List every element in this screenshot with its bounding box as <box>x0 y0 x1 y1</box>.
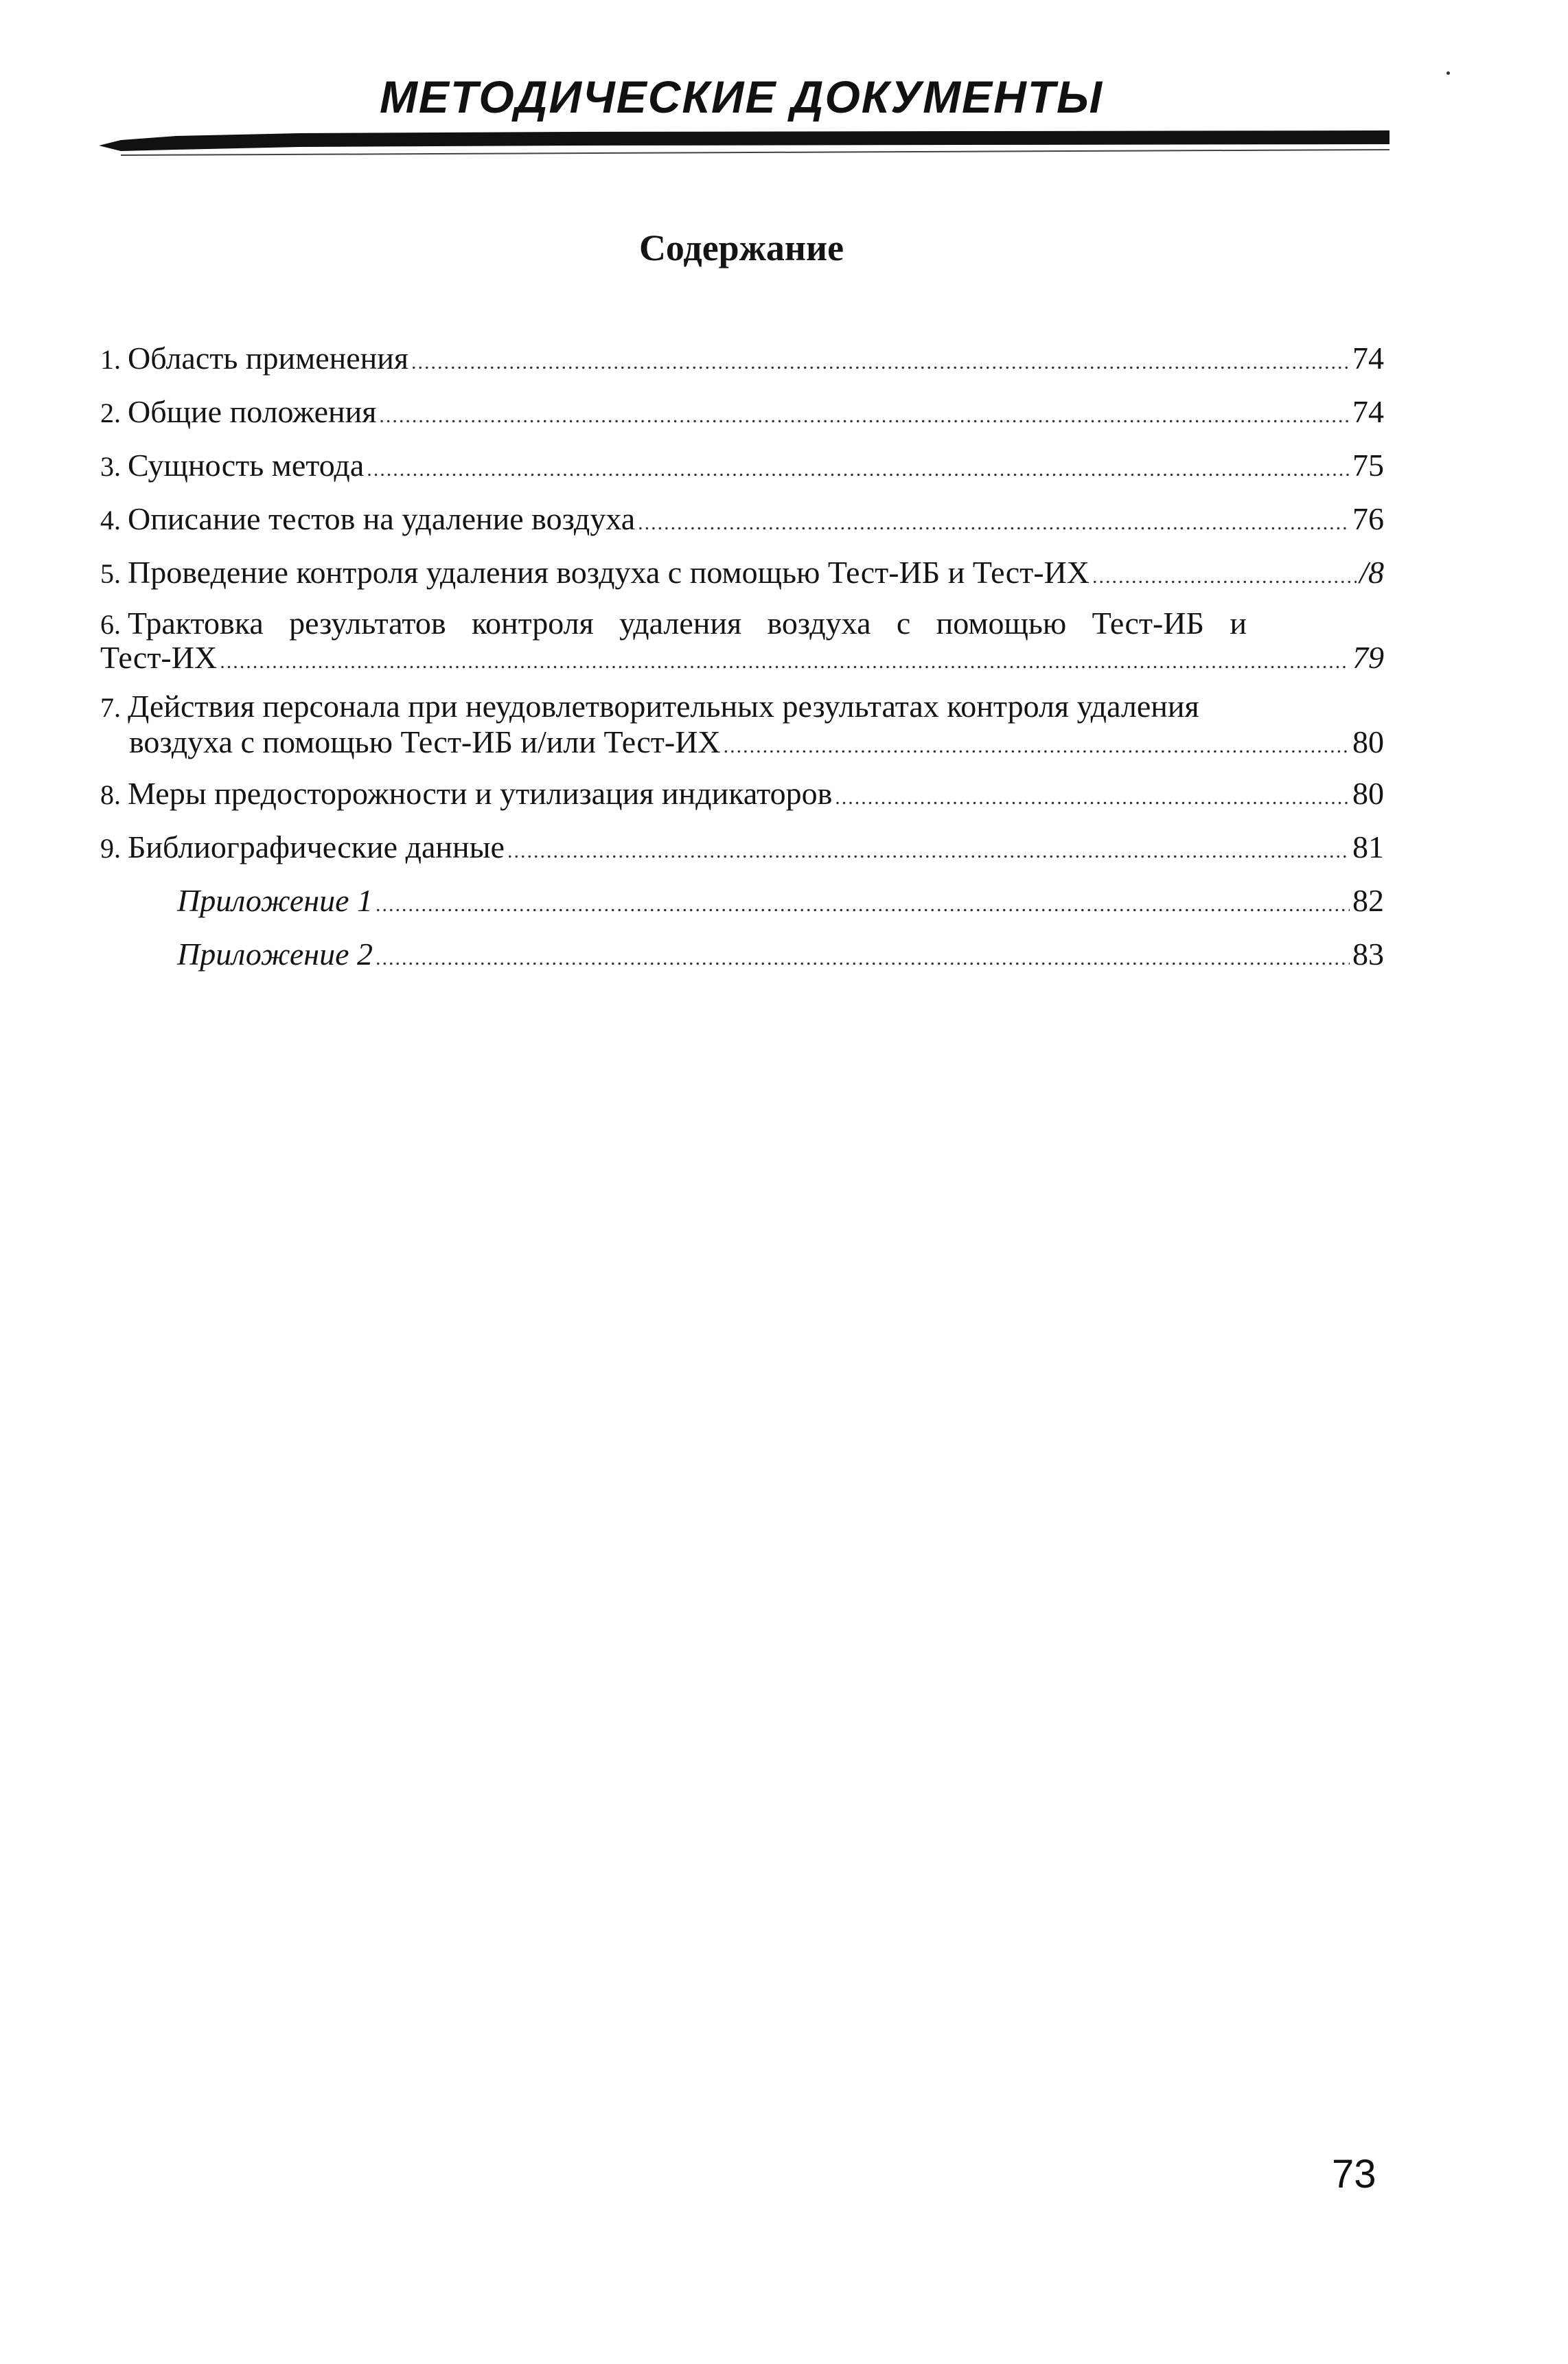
header-rule <box>93 125 1390 166</box>
toc-entry-title: Проведение контроля удаления воздуха с помощью Тест-ИБ и Тест-ИХ <box>128 555 1090 590</box>
dot-leader <box>376 939 1350 978</box>
toc-entry-word: результатов <box>289 606 446 641</box>
toc-entry-page: 81 <box>1352 829 1384 864</box>
toc-entry[interactable] <box>100 553 1384 596</box>
toc-appendix-entry[interactable] <box>100 935 1384 978</box>
toc-entry-title: Меры предосторожности и утилизация индикаторов <box>128 776 833 811</box>
toc-entry-word: с <box>896 606 911 641</box>
table-of-contents <box>100 339 1384 989</box>
toc-entry-continuation <box>100 725 1384 764</box>
toc-title: Содержание <box>638 227 844 268</box>
toc-entry-page: 75 <box>1352 448 1384 483</box>
toc-entry-page: 76 <box>1352 501 1384 536</box>
toc-entry-number: 6. Трактовка <box>100 606 264 641</box>
toc-entry-page: 74 <box>1352 341 1384 376</box>
toc-entry-word: воздуха <box>767 606 871 641</box>
dot-leader <box>411 343 1350 382</box>
toc-entry[interactable] <box>100 828 1384 871</box>
toc-entry-page: /8 <box>1359 555 1384 590</box>
page-number: 73 <box>1332 2152 1376 2196</box>
toc-appendix-title: Приложение 2 <box>177 937 373 972</box>
toc-entry-number: 5. <box>100 558 121 589</box>
dot-leader <box>835 779 1350 817</box>
toc-entry-title: Область применения <box>128 341 409 376</box>
toc-entry-continuation <box>100 641 1384 678</box>
toc-entry-number: 9. <box>100 833 121 864</box>
toc-entry-number: 7. <box>100 692 121 723</box>
toc-entry-number: 3. <box>100 451 121 482</box>
toc-entry[interactable] <box>100 689 1384 764</box>
dot-leader <box>638 504 1350 542</box>
toc-entry-word: помощью <box>936 606 1067 641</box>
toc-appendix-title: Приложение 1 <box>177 883 373 918</box>
toc-entry-page: 80 <box>1352 724 1384 759</box>
toc-entry[interactable] <box>100 339 1384 382</box>
toc-entry-word: удаления <box>619 606 742 641</box>
toc-entry[interactable] <box>100 607 1384 678</box>
toc-entry[interactable] <box>100 393 1384 435</box>
toc-entry-number: 4. <box>100 505 121 536</box>
toc-entry-title-cont: Тест-ИХ <box>100 640 218 675</box>
toc-entry-word: и <box>1230 606 1247 641</box>
toc-entry-title: Действия персонала при неудовлетворительных результатах контроля удаления <box>128 689 1199 724</box>
toc-entry-title: Описание тестов на удаление воздуха <box>128 501 636 536</box>
scan-speck <box>1446 71 1450 75</box>
dot-leader <box>507 832 1350 871</box>
toc-entry-page: 74 <box>1352 394 1384 429</box>
toc-entry-title: Общие положения <box>128 394 377 429</box>
dot-leader <box>1092 558 1357 596</box>
dot-leader <box>379 397 1350 435</box>
toc-entry[interactable] <box>100 446 1384 489</box>
toc-entry-word: контроля <box>471 606 594 641</box>
dot-leader <box>724 729 1350 764</box>
toc-entry-title-line <box>100 607 1384 641</box>
toc-entry-page: 79 <box>1352 640 1384 675</box>
running-header: МЕТОДИЧЕСКИЕ ДОКУМЕНТЫ <box>379 71 1104 122</box>
toc-entry-title: Сущность метода <box>128 448 365 483</box>
toc-entry-page: 80 <box>1352 776 1384 811</box>
toc-entry-title: Библиографические данные <box>128 829 505 864</box>
toc-appendix-page: 83 <box>1352 937 1384 972</box>
dot-leader <box>376 886 1350 924</box>
toc-entry-number: 1. <box>100 344 121 375</box>
toc-appendix-entry[interactable] <box>100 882 1384 924</box>
dot-leader <box>220 645 1350 678</box>
toc-entry-word: Тест-ИБ <box>1092 606 1204 641</box>
toc-entry-title-line <box>100 689 1384 725</box>
toc-entry[interactable] <box>100 774 1384 817</box>
toc-entry[interactable] <box>100 500 1384 542</box>
toc-entry-number: 2. <box>100 398 121 428</box>
toc-appendix-page: 82 <box>1352 883 1384 918</box>
toc-entry-number: 8. <box>100 779 121 810</box>
toc-entry-title-cont: воздуха с помощью Тест-ИБ и/или Тест-ИХ <box>129 724 721 759</box>
dot-leader <box>367 450 1350 489</box>
